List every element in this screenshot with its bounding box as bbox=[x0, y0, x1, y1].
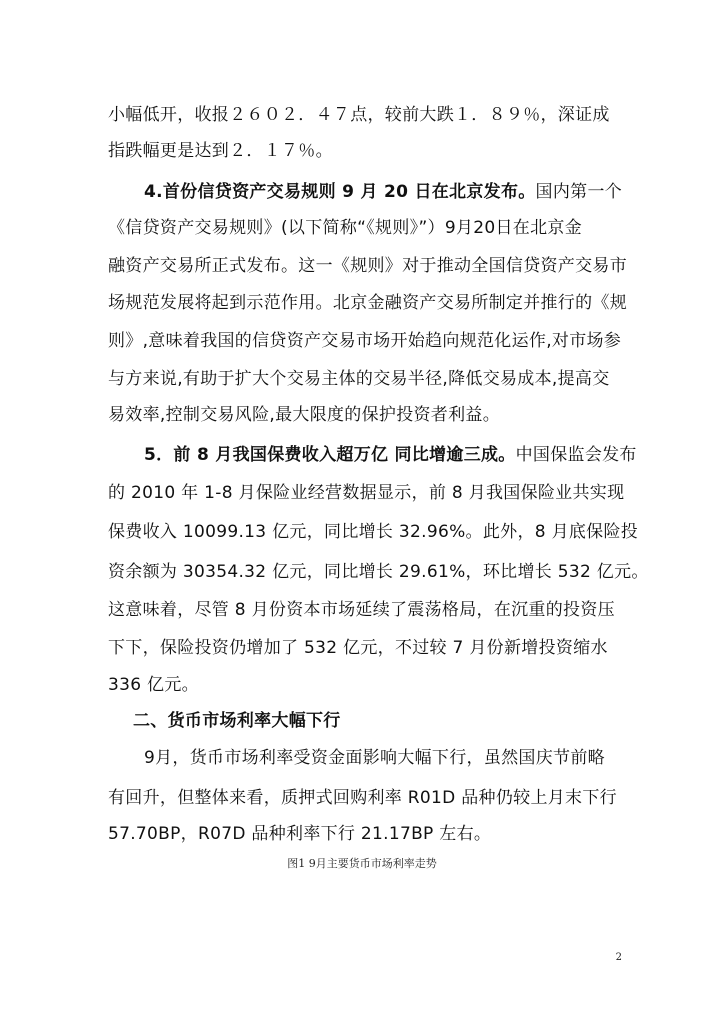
item-4-text: 国内第一个 bbox=[535, 182, 623, 202]
paragraph-line: 与方来说,有助于扩大个交易主体的交易半径,降低交易成本,提高交 bbox=[108, 369, 610, 389]
paragraph-line: 这意味着，尽管 8 月份资本市场延续了震荡格局，在沉重的投资压 bbox=[108, 600, 615, 620]
paragraph-line: 场规范发展将起到示范作用。北京金融资产交易所制定并推行的《规 bbox=[108, 293, 627, 313]
paragraph-line: 的 2010 年 1-8 月保险业经营数据显示，前 8 月我国保险业共实现 bbox=[108, 483, 625, 503]
item-4-line bbox=[144, 180, 628, 204]
paragraph-line: 资余额为 30354.32 亿元，同比增长 29.61%，环比增长 532 亿元。 bbox=[108, 562, 649, 582]
paragraph-line: 有回升，但整体来看，质押式回购利率 R01D 品种仍较上月末下行 bbox=[108, 788, 617, 808]
paragraph-line: 易效率,控制交易风险,最大限度的保护投资者利益。 bbox=[108, 405, 501, 425]
paragraph-line: 指跌幅更是达到２．１７％。 bbox=[108, 141, 333, 161]
item-5-heading: 5．前 8 月我国保费收入超万亿 同比增逾三成。 bbox=[144, 445, 516, 465]
paragraph-line: 则》,意味着我国的信贷资产交易市场开始趋向规范化运作,对市场参 bbox=[108, 331, 622, 351]
paragraph-line: 融资产交易所正式发布。这一《规则》对于推动全国信贷资产交易市 bbox=[108, 256, 627, 276]
item-5-text: 中国保监会发布 bbox=[515, 445, 637, 465]
paragraph-line: 下下，保险投资仍增加了 532 亿元，不过较 7 月份新增投资缩水 bbox=[108, 638, 608, 658]
paragraph-line: 9月，货币市场利率受资金面影响大幅下行，虽然国庆节前略 bbox=[144, 748, 605, 768]
item-4-heading: 4.首份信贷资产交易规则 9 月 20 日在北京发布。 bbox=[144, 182, 536, 202]
figure-caption: 图1 9月主要货币市场利率走势 bbox=[287, 857, 437, 870]
paragraph-line: 《信贷资产交易规则》(以下简称“《规则》”）9月20日在北京金 bbox=[108, 218, 582, 238]
section-heading-text: 二、货币市场利率大幅下行 bbox=[133, 711, 341, 731]
paragraph-line: 57.70BP，R07D 品种利率下行 21.17BP 左右。 bbox=[108, 824, 492, 844]
paragraph-line: 336 亿元。 bbox=[108, 675, 199, 695]
item-5-line bbox=[144, 443, 637, 467]
page-number: 2 bbox=[615, 952, 622, 963]
paragraph-line: 小幅低开，收报２６０２．４７点，较前大跌１．８９％，深证成 bbox=[108, 105, 610, 125]
section-heading bbox=[133, 709, 628, 733]
paragraph-line: 保费收入 10099.13 亿元，同比增长 32.96%。此外，8 月底保险投 bbox=[108, 522, 639, 542]
